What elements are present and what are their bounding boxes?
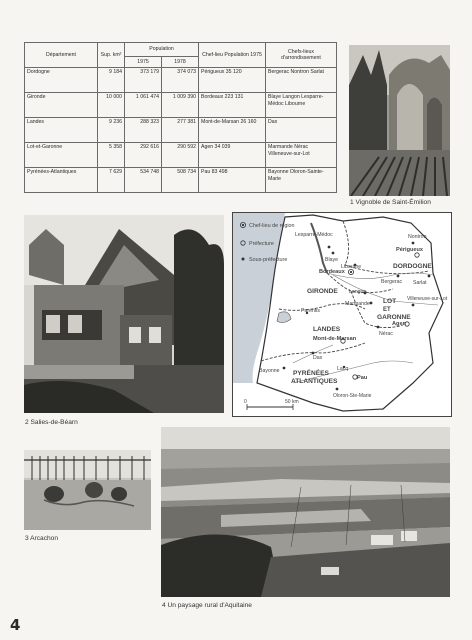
caption-salies: 2 Salies-de-Béarn (25, 419, 78, 426)
city-nontron: Nontron (408, 234, 427, 240)
table-cell-pop1975: 373 179 (125, 68, 162, 93)
dept-pyrenees: PYRÉNÉES (293, 370, 329, 377)
table-cell-arr: Marmande Nérac Villeneuve-sur-Lot (266, 143, 337, 168)
caption-vignoble: 1 Vignoble de Saint-Émilion (350, 199, 431, 206)
photo-vignoble-saint-emilion (349, 45, 450, 196)
table-row (25, 68, 337, 93)
table-row (25, 93, 337, 118)
table-cell-area: 9 236 (98, 118, 125, 143)
city-lacq: Lacq (337, 366, 349, 372)
city-sarlat: Sarlat (413, 280, 427, 286)
department-stats-table (24, 42, 337, 193)
table-cell-arr: Dax (266, 118, 337, 143)
table-cell-chef: Mont-de-Marsan 26 160 (199, 118, 266, 143)
table-cell-pop1975: 292 616 (125, 143, 162, 168)
city-nerac: Nérac (379, 331, 393, 337)
table-cell-area: 9 184 (98, 68, 125, 93)
city-dax: Dax (313, 355, 323, 361)
header-arrondissements: Chefs-lieux d'arrondissement (266, 43, 337, 68)
city-lesparre: Lesparre-Médoc (295, 232, 333, 238)
page-number: 4 (10, 616, 21, 634)
header-department: Département (25, 43, 98, 68)
scale-zero: 0 (244, 399, 247, 405)
table-cell-chef: Agen 34 039 (199, 143, 266, 168)
table-cell-chef: Périgueux 35 120 (199, 68, 266, 93)
table-cell-pop1975: 534 748 (125, 168, 162, 193)
table-cell-chef: Pau 83 498 (199, 168, 266, 193)
photo-arcachon (24, 450, 151, 530)
table-cell-pop1978: 277 381 (162, 118, 199, 143)
table-cell-area: 10 000 (98, 93, 125, 118)
table-row (25, 168, 337, 193)
table-cell-dept: Gironde (25, 93, 98, 118)
caption-paysage: 4 Un paysage rural d'Aquitaine (162, 602, 252, 609)
table-cell-arr: Blaye Langon Lesparre-Médoc Libourne (266, 93, 337, 118)
table-cell-pop1978: 374 073 (162, 68, 199, 93)
table-cell-pop1978: 290 592 (162, 143, 199, 168)
table-cell-dept: Landes (25, 118, 98, 143)
table-cell-pop1975: 288 323 (125, 118, 162, 143)
aquitaine-map (232, 212, 452, 417)
table-cell-arr: Bergerac Nontron Sarlat (266, 68, 337, 93)
header-area: Sup. km² (98, 43, 125, 68)
table-cell-chef: Bordeaux 223 131 (199, 93, 266, 118)
city-villeneuve: Villeneuve-sur-Lot (407, 296, 448, 302)
table-cell-pop1975: 1 061 474 (125, 93, 162, 118)
header-population: Population (125, 43, 199, 57)
city-langon: Langon (349, 289, 367, 295)
dept-landes: LANDES (313, 326, 341, 333)
table-body (25, 68, 337, 193)
table-cell-pop1978: 508 734 (162, 168, 199, 193)
table-cell-arr: Bayonne Oloron-Sainte-Marie (266, 168, 337, 193)
city-perigueux: Périgueux (396, 247, 424, 253)
table-cell-pop1978: 1 009 390 (162, 93, 199, 118)
header-chef-lieu: Chef-lieu Population 1975 (199, 43, 266, 68)
legend-subprefecture: Sous-préfecture (249, 257, 288, 263)
table-cell-dept: Pyrénées-Atlantiques (25, 168, 98, 193)
header-1978: 1978 (162, 57, 199, 68)
city-marmande: Marmande (345, 301, 370, 307)
photo-paysage-rural (161, 427, 450, 597)
table-cell-dept: Dordogne (25, 68, 98, 93)
dept-dordogne: DORDOGNE (393, 263, 432, 270)
table-cell-area: 5 358 (98, 143, 125, 168)
table-header-row (25, 43, 337, 57)
scale-km: 50 km (285, 399, 299, 405)
header-1975: 1975 (125, 57, 162, 68)
city-bergerac: Bergerac (381, 279, 403, 285)
dept-et: ET (383, 307, 391, 313)
dept-garonne: GARONNE (377, 314, 411, 321)
dept-lot: LOT (383, 298, 397, 305)
dept-atlantiques: ATLANTIQUES (291, 378, 338, 385)
table-cell-area: 7 629 (98, 168, 125, 193)
table-cell-dept: Lot-et-Garonne (25, 143, 98, 168)
city-blaye: Blaye (325, 257, 338, 263)
table-row (25, 118, 337, 143)
city-bordeaux: Bordeaux (319, 269, 345, 275)
city-oloron: Oloron-Ste-Marie (333, 393, 372, 399)
city-pau: Pau (357, 375, 368, 381)
table-row (25, 143, 337, 168)
city-parentis: Parentis (301, 308, 321, 314)
caption-arcachon: 3 Arcachon (25, 535, 58, 542)
city-agen: Agen (392, 321, 406, 327)
city-bayonne: Bayonne (259, 368, 280, 374)
city-mont-de-marsan: Mont-de-Marsan (313, 336, 357, 342)
dept-gironde: GIRONDE (307, 288, 338, 295)
legend-region: Chef-lieu de région (249, 223, 295, 229)
legend-prefecture: Préfecture (249, 241, 274, 247)
city-libourne: Libourne (341, 264, 362, 270)
photo-salies-de-bearn (24, 215, 224, 413)
